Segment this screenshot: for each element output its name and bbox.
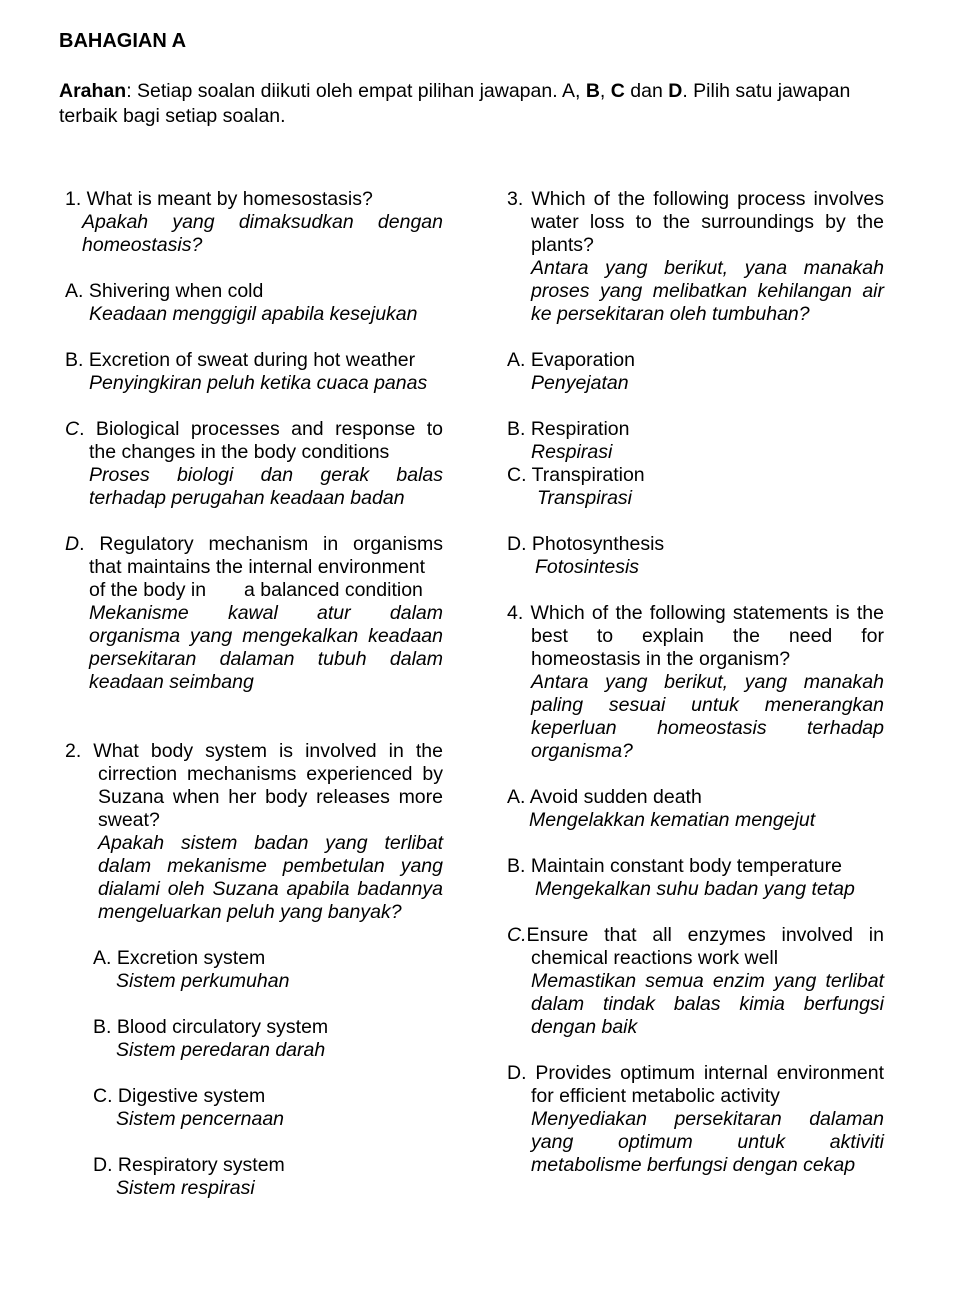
q4-option-a: A. Avoid sudden death [507, 786, 702, 808]
q1-option-c [65, 418, 443, 441]
q3-option-d: D. Photosynthesis [507, 533, 665, 555]
q3-option-a-ms: Penyejatan [531, 372, 629, 394]
q4-stem-en-1: 4. Which of the following statements is the [507, 602, 884, 624]
q1-option-c-ms-2: terhadap perugahan keadaan badan [89, 487, 405, 509]
q4-option-b: B. Maintain constant body temperature [507, 855, 842, 877]
instruction-text-2: dan [624, 80, 669, 102]
q4-stem-en-2: best to explain the need for [531, 625, 884, 647]
q4-option-b-ms: Mengekalkan suhu badan yang tetap [535, 878, 855, 900]
instruction-text-3: . Pilih satu jawapan terbaik bagi setiap soalan. [59, 80, 851, 127]
q3-stem-ms-2: proses yang melibatkan kehilangan air [531, 280, 884, 302]
q3-option-b-ms: Respirasi [531, 441, 613, 463]
q4-stem-ms-4: organisma? [531, 740, 633, 762]
q4-stem-ms-2: paling sesuai untuk menerangkan [531, 694, 884, 716]
q1-option-d-ms-1: Mekanisme kawal atur dalam [89, 602, 443, 624]
q3-stem-ms-1: Antara yang berikut, yana manakah [531, 257, 884, 279]
q1-option-d-text-3: of the body in a balanced condition [89, 579, 423, 601]
q2-stem-en-2: cirrection mechanisms experienced by [98, 763, 443, 785]
q3-option-c: C. Transpiration [507, 464, 645, 486]
q1-option-a: A. Shivering when cold [65, 280, 264, 302]
question-3 [507, 188, 884, 579]
instruction-option-d: D [668, 80, 683, 102]
right-column [507, 188, 884, 1177]
q1-option-a-ms: Keadaan menggigil apabila kesejukan [89, 303, 418, 325]
q2-option-a: A. Excretion system [93, 947, 266, 969]
instruction-option-c: C [610, 80, 625, 102]
q2-option-d: D. Respiratory system [93, 1154, 285, 1176]
q1-option-c-letter: C [65, 418, 80, 440]
q1-stem-en: 1. What is meant by homesostasis? [65, 188, 373, 210]
q1-option-d [65, 533, 443, 556]
q2-option-c-ms: Sistem pencernaan [116, 1108, 285, 1130]
q2-option-d-ms: Sistem respirasi [116, 1177, 255, 1199]
q1-option-c-ms-1: Proses biologi dan gerak balas [89, 464, 443, 486]
instruction-sep: , [599, 80, 611, 102]
left-column [65, 188, 443, 1200]
q2-option-a-ms: Sistem perkumuhan [116, 970, 290, 992]
q4-option-c [507, 924, 884, 947]
q4-option-c-ms-1: Memastikan semua enzim yang terlibat [531, 970, 884, 992]
q2-stem-ms-1: Apakah sistem badan yang terlibat [98, 832, 443, 854]
section-title: BAHAGIAN A [59, 30, 187, 52]
q2-stem-ms-3: dialami oleh Suzana apabila badannya [98, 878, 443, 900]
q2-stem-en-1: 2. What body system is involved in the [65, 740, 443, 762]
q1-option-d-text-2: that maintains the internal environment [89, 556, 426, 578]
q1-option-c-text-2: the changes in the body conditions [89, 441, 390, 463]
q3-option-b: B. Respiration [507, 418, 630, 440]
q4-option-d: D. Provides optimum internal environment [507, 1062, 884, 1084]
q1-option-d-ms-3: persekitaran dalaman tubuh dalam [89, 648, 443, 670]
q4-option-c-text-2: chemical reactions work well [531, 947, 779, 969]
question-1 [65, 188, 443, 694]
q2-stem-en-4: sweat? [98, 809, 160, 831]
instruction [59, 79, 889, 129]
instruction-label: Arahan [59, 80, 127, 102]
q4-stem-ms-3: keperluan homeostasis terhadap [531, 717, 884, 739]
q3-stem-en-2: water loss to the surroundings by the [531, 211, 884, 233]
q3-option-c-ms: Transpirasi [537, 487, 632, 509]
instruction-text-1: : Setiap soalan diikuti oleh empat pilihan jawapan. A, [126, 80, 586, 102]
q3-option-a: A. Evaporation [507, 349, 635, 371]
q1-option-b-ms: Penyingkiran peluh ketika cuaca panas [89, 372, 428, 394]
q2-option-c: C. Digestive system [93, 1085, 266, 1107]
q3-stem-en-3: plants? [531, 234, 594, 256]
q1-stem-ms-2: homeostasis? [82, 234, 203, 256]
q4-option-c-ms-3: dengan baik [531, 1016, 638, 1038]
q1-option-d-letter: D [65, 533, 80, 555]
q1-option-c-text-1: . Biological processes and response to [79, 418, 443, 440]
q4-stem-en-3: homeostasis in the organism? [531, 648, 791, 670]
question-4 [507, 602, 884, 1177]
q2-option-b-ms: Sistem peredaran darah [116, 1039, 326, 1061]
q1-option-d-ms-4: keadaan seimbang [89, 671, 254, 693]
q1-option-d-text-1: . Regulatory mechanism in organisms [79, 533, 443, 555]
question-2 [65, 740, 443, 1200]
q2-stem-ms-4: mengeluarkan peluh yang banyak? [98, 901, 402, 923]
q4-option-d-ms-3: metabolisme berfungsi dengan cekap [531, 1154, 856, 1176]
instruction-option-b: B [585, 80, 600, 102]
q4-option-c-ms-2: dalam tindak balas kimia berfungsi [531, 993, 884, 1015]
q4-stem-ms-1: Antara yang berikut, yang manakah [531, 671, 884, 693]
q1-option-d-ms-2: organisma yang mengekalkan keadaan [89, 625, 443, 647]
q4-option-d-text-2: for efficient metabolic activity [531, 1085, 780, 1107]
q4-option-c-letter: C. [507, 924, 527, 946]
q1-stem-ms-1: Apakah yang dimaksudkan dengan [82, 211, 443, 233]
q4-option-d-ms-1: Menyediakan persekitaran dalaman [531, 1108, 884, 1130]
q4-option-a-ms: Mengelakkan kematian mengejut [529, 809, 816, 831]
q2-stem-ms-2: dalam mekanisme pembetulan yang [98, 855, 443, 877]
q1-option-b: B. Excretion of sweat during hot weather [65, 349, 416, 371]
q4-option-d-ms-2: yang optimum untuk aktiviti [531, 1131, 884, 1153]
q3-stem-ms-3: ke persekitaran oleh tumbuhan? [531, 303, 810, 325]
q4-option-c-text-1: Ensure that all enzymes involved in [526, 924, 884, 946]
q2-stem-en-3: Suzana when her body releases more [98, 786, 443, 808]
q2-option-b: B. Blood circulatory system [93, 1016, 329, 1038]
q3-option-d-ms: Fotosintesis [535, 556, 640, 578]
q3-stem-en-1: 3. Which of the following process involves [507, 188, 884, 210]
